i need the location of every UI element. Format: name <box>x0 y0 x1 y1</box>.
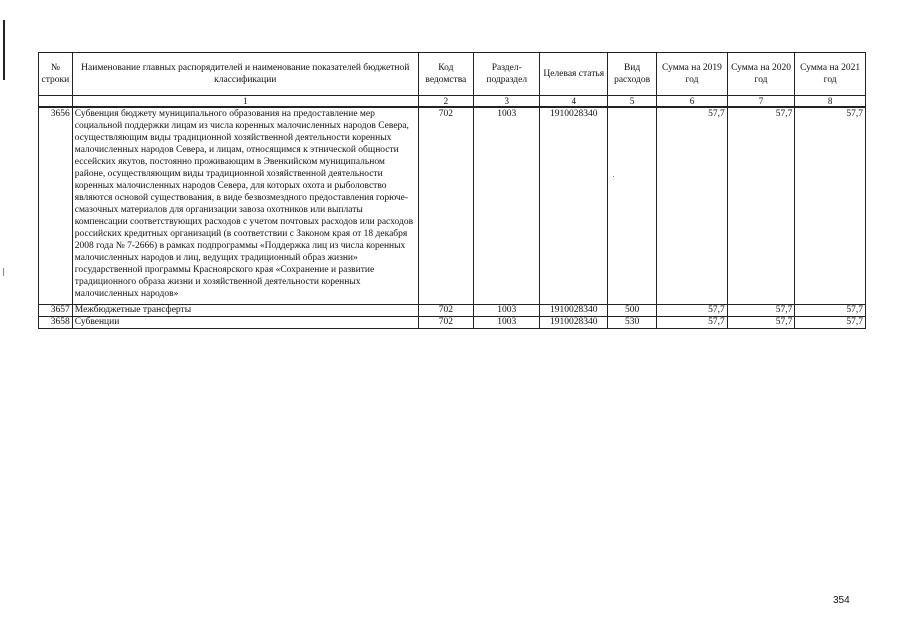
sum-2021: 57,7 <box>795 107 866 305</box>
row-name: Субвенции <box>72 317 418 329</box>
table-row <box>39 317 866 329</box>
header-sum-2019: Сумма на 2019 год <box>657 53 728 96</box>
binding-margin-line <box>3 20 5 80</box>
sum-2021: 57,7 <box>795 305 866 317</box>
column-number: 8 <box>795 96 866 108</box>
row-number: 3657 <box>39 305 73 317</box>
section-code: 1003 <box>473 107 540 305</box>
row-number: 3656 <box>39 107 73 305</box>
header-expense-type: Вид расходов <box>608 53 657 96</box>
column-number: 6 <box>657 96 728 108</box>
column-number: 2 <box>418 96 473 108</box>
row-name: Субвенция бюджету муниципального образования на предоставление мер социальной поддержки лицам из числа коренных малочисленных народов Севера, осуществляющим виды традиционной хозяйственной деятельности коренных малочисленных народов Севера, и лицам, относящимся к этнической общности ессейских якутов, постоянно проживающим в Эвенкийском муниципальном районе, осуществляющим виды традиционной хозяйственной деятельности коренных малочисленных народов Севера, для которых охота и рыболовство являются основой существования, в виде безвозмездного предоставления горюче-смазочных материалов для организации завоза охотников или выплаты компенсации соответствующих расходов с учетом почтовых расходов или расходов российских кредитных организаций (в соответствии с Законом края от 18 декабря 2008 года № 7-2666) в рамках подпрограммы «Поддержка лиц из числа коренных малочисленных народов и лиц, ведущих традиционный образ жизни» государственной программы Красноярского края «Сохранение и развитие традиционного образа жизни и хозяйственной деятельности коренных малочисленных народов» <box>72 107 418 305</box>
sum-2021: 57,7 <box>795 317 866 329</box>
budget-table <box>38 52 866 329</box>
table-header <box>39 53 866 96</box>
sum-2020: 57,7 <box>727 107 795 305</box>
column-number: 4 <box>540 96 608 108</box>
header-row-no: № строки <box>39 53 73 96</box>
column-number <box>39 96 73 108</box>
table-row <box>39 107 866 305</box>
margin-tick <box>3 268 4 276</box>
row-name: Межбюджетные трансферты <box>72 305 418 317</box>
table-row <box>39 305 866 317</box>
target-code: 1910028340 <box>540 305 608 317</box>
section-code: 1003 <box>473 305 540 317</box>
dept-code: 702 <box>418 305 473 317</box>
target-code: 1910028340 <box>540 107 608 305</box>
expense-type <box>608 107 657 305</box>
page-number: 354 <box>833 595 850 606</box>
column-number-row <box>39 96 866 108</box>
row-number: 3658 <box>39 317 73 329</box>
sum-2020: 57,7 <box>727 317 795 329</box>
column-number: 7 <box>727 96 795 108</box>
dept-code: 702 <box>418 317 473 329</box>
header-dept-code: Код ведомства <box>418 53 473 96</box>
column-number: 1 <box>72 96 418 108</box>
sum-2019: 57,7 <box>657 317 728 329</box>
column-number: 3 <box>473 96 540 108</box>
expense-type: 500 <box>608 305 657 317</box>
header-target: Целевая статья <box>540 53 608 96</box>
sum-2019: 57,7 <box>657 305 728 317</box>
scan-speck <box>613 176 614 177</box>
expense-type: 530 <box>608 317 657 329</box>
header-sum-2020: Сумма на 2020 год <box>727 53 795 96</box>
header-name: Наименование главных распорядителей и наименование показателей бюджетной классификации <box>72 53 418 96</box>
sum-2019: 57,7 <box>657 107 728 305</box>
dept-code: 702 <box>418 107 473 305</box>
sum-2020: 57,7 <box>727 305 795 317</box>
header-sum-2021: Сумма на 2021 год <box>795 53 866 96</box>
header-section: Раздел-подраздел <box>473 53 540 96</box>
column-number: 5 <box>608 96 657 108</box>
section-code: 1003 <box>473 317 540 329</box>
target-code: 1910028340 <box>540 317 608 329</box>
